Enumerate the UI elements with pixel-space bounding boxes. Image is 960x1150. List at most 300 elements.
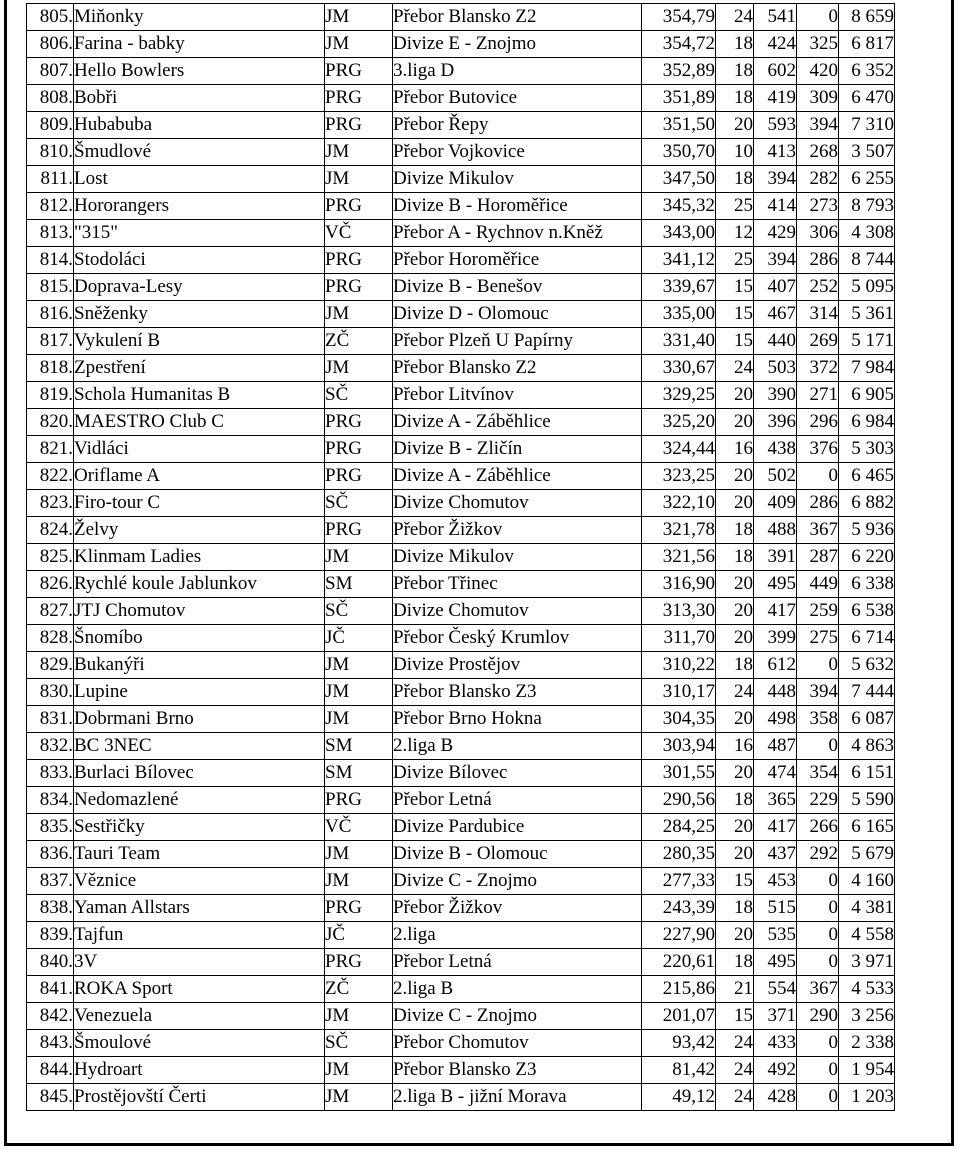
table-row	[27, 976, 895, 1003]
team-name-cell: Nedomazlené	[74, 787, 325, 814]
league-cell: Divize B - Horoměřice	[393, 193, 642, 220]
best-game-cell: 414	[754, 193, 797, 220]
team-name-cell: Zpestření	[74, 355, 325, 382]
best-game-cell: 602	[754, 58, 797, 85]
rank-cell: 809.	[27, 112, 74, 139]
team-name-cell: JTJ Chomutov	[74, 598, 325, 625]
total-cell: 5 095	[839, 274, 895, 301]
second-value-cell: 0	[797, 652, 839, 679]
league-cell: Divize B - Zličín	[393, 436, 642, 463]
rank-cell: 844.	[27, 1057, 74, 1084]
games-cell: 20	[716, 922, 754, 949]
team-name-cell: Bobři	[74, 85, 325, 112]
average-cell: 243,39	[642, 895, 716, 922]
region-cell: SM	[325, 571, 393, 598]
team-name-cell: Šmudlové	[74, 139, 325, 166]
rank-cell: 830.	[27, 679, 74, 706]
team-name-cell: 3V	[74, 949, 325, 976]
league-cell: Přebor Litvínov	[393, 382, 642, 409]
games-cell: 20	[716, 706, 754, 733]
table-row	[27, 382, 895, 409]
total-cell: 6 087	[839, 706, 895, 733]
average-cell: 220,61	[642, 949, 716, 976]
team-name-cell: Lupine	[74, 679, 325, 706]
total-cell: 4 381	[839, 895, 895, 922]
total-cell: 2 338	[839, 1030, 895, 1057]
second-value-cell: 269	[797, 328, 839, 355]
table-row	[27, 922, 895, 949]
region-cell: PRG	[325, 517, 393, 544]
best-game-cell: 453	[754, 868, 797, 895]
rank-cell: 818.	[27, 355, 74, 382]
league-cell: Divize B - Benešov	[393, 274, 642, 301]
best-game-cell: 394	[754, 247, 797, 274]
second-value-cell: 275	[797, 625, 839, 652]
team-name-cell: Šmoulové	[74, 1030, 325, 1057]
second-value-cell: 449	[797, 571, 839, 598]
total-cell: 7 444	[839, 679, 895, 706]
games-cell: 21	[716, 976, 754, 1003]
average-cell: 325,20	[642, 409, 716, 436]
team-name-cell: BC 3NEC	[74, 733, 325, 760]
average-cell: 313,30	[642, 598, 716, 625]
second-value-cell: 358	[797, 706, 839, 733]
games-cell: 18	[716, 31, 754, 58]
average-cell: 330,67	[642, 355, 716, 382]
average-cell: 304,35	[642, 706, 716, 733]
best-game-cell: 438	[754, 436, 797, 463]
team-name-cell: Miňonky	[74, 4, 325, 31]
best-game-cell: 502	[754, 463, 797, 490]
best-game-cell: 474	[754, 760, 797, 787]
league-cell: Přebor Vojkovice	[393, 139, 642, 166]
region-cell: JM	[325, 544, 393, 571]
table-row	[27, 31, 895, 58]
average-cell: 345,32	[642, 193, 716, 220]
league-cell: Divize B - Olomouc	[393, 841, 642, 868]
region-cell: VČ	[325, 814, 393, 841]
region-cell: PRG	[325, 112, 393, 139]
second-value-cell: 0	[797, 949, 839, 976]
games-cell: 15	[716, 1003, 754, 1030]
best-game-cell: 554	[754, 976, 797, 1003]
total-cell: 6 470	[839, 85, 895, 112]
best-game-cell: 467	[754, 301, 797, 328]
games-cell: 20	[716, 841, 754, 868]
team-name-cell: Hororangers	[74, 193, 325, 220]
table-row	[27, 814, 895, 841]
total-cell: 5 303	[839, 436, 895, 463]
games-cell: 15	[716, 328, 754, 355]
best-game-cell: 437	[754, 841, 797, 868]
region-cell: VČ	[325, 220, 393, 247]
rank-cell: 824.	[27, 517, 74, 544]
best-game-cell: 394	[754, 166, 797, 193]
table-row	[27, 706, 895, 733]
rank-cell: 817.	[27, 328, 74, 355]
total-cell: 8 793	[839, 193, 895, 220]
region-cell: SČ	[325, 382, 393, 409]
rank-cell: 814.	[27, 247, 74, 274]
average-cell: 350,70	[642, 139, 716, 166]
region-cell: PRG	[325, 58, 393, 85]
team-name-cell: Stodoláci	[74, 247, 325, 274]
rank-cell: 835.	[27, 814, 74, 841]
league-cell: Divize Prostějov	[393, 652, 642, 679]
average-cell: 215,86	[642, 976, 716, 1003]
rank-cell: 822.	[27, 463, 74, 490]
total-cell: 7 310	[839, 112, 895, 139]
table-row	[27, 436, 895, 463]
average-cell: 343,00	[642, 220, 716, 247]
league-cell: Divize Pardubice	[393, 814, 642, 841]
table-row	[27, 85, 895, 112]
average-cell: 351,50	[642, 112, 716, 139]
rank-cell: 833.	[27, 760, 74, 787]
second-value-cell: 367	[797, 517, 839, 544]
league-cell: Divize Chomutov	[393, 490, 642, 517]
rank-cell: 825.	[27, 544, 74, 571]
second-value-cell: 0	[797, 922, 839, 949]
team-name-cell: Dobrmani Brno	[74, 706, 325, 733]
region-cell: JM	[325, 139, 393, 166]
rank-cell: 811.	[27, 166, 74, 193]
best-game-cell: 433	[754, 1030, 797, 1057]
second-value-cell: 259	[797, 598, 839, 625]
best-game-cell: 535	[754, 922, 797, 949]
region-cell: JM	[325, 868, 393, 895]
best-game-cell: 440	[754, 328, 797, 355]
ranking-table-body	[27, 4, 895, 1111]
region-cell: ZČ	[325, 328, 393, 355]
table-row	[27, 4, 895, 31]
rank-cell: 813.	[27, 220, 74, 247]
team-name-cell: Šnomíbo	[74, 625, 325, 652]
games-cell: 18	[716, 787, 754, 814]
region-cell: ZČ	[325, 976, 393, 1003]
team-name-cell: Hello Bowlers	[74, 58, 325, 85]
second-value-cell: 271	[797, 382, 839, 409]
average-cell: 81,42	[642, 1057, 716, 1084]
rank-cell: 831.	[27, 706, 74, 733]
table-row	[27, 328, 895, 355]
rank-cell: 820.	[27, 409, 74, 436]
league-cell: Přebor Horoměřice	[393, 247, 642, 274]
total-cell: 1 203	[839, 1084, 895, 1111]
second-value-cell: 325	[797, 31, 839, 58]
best-game-cell: 448	[754, 679, 797, 706]
team-name-cell: Bukanýři	[74, 652, 325, 679]
average-cell: 93,42	[642, 1030, 716, 1057]
region-cell: JČ	[325, 625, 393, 652]
second-value-cell: 0	[797, 733, 839, 760]
average-cell: 323,25	[642, 463, 716, 490]
games-cell: 24	[716, 4, 754, 31]
total-cell: 5 361	[839, 301, 895, 328]
region-cell: JM	[325, 31, 393, 58]
second-value-cell: 252	[797, 274, 839, 301]
average-cell: 354,72	[642, 31, 716, 58]
games-cell: 18	[716, 85, 754, 112]
region-cell: JM	[325, 355, 393, 382]
region-cell: PRG	[325, 436, 393, 463]
average-cell: 351,89	[642, 85, 716, 112]
games-cell: 16	[716, 436, 754, 463]
table-row	[27, 760, 895, 787]
region-cell: JM	[325, 652, 393, 679]
second-value-cell: 367	[797, 976, 839, 1003]
league-cell: 3.liga D	[393, 58, 642, 85]
table-row	[27, 1057, 895, 1084]
second-value-cell: 314	[797, 301, 839, 328]
rank-cell: 810.	[27, 139, 74, 166]
region-cell: JM	[325, 841, 393, 868]
team-name-cell: Sněženky	[74, 301, 325, 328]
league-cell: Divize Mikulov	[393, 166, 642, 193]
average-cell: 301,55	[642, 760, 716, 787]
second-value-cell: 0	[797, 1057, 839, 1084]
region-cell: SM	[325, 760, 393, 787]
best-game-cell: 371	[754, 1003, 797, 1030]
table-row	[27, 544, 895, 571]
league-cell: 2.liga B	[393, 733, 642, 760]
second-value-cell: 286	[797, 490, 839, 517]
team-name-cell: Farina - babky	[74, 31, 325, 58]
total-cell: 5 632	[839, 652, 895, 679]
total-cell: 8 659	[839, 4, 895, 31]
best-game-cell: 399	[754, 625, 797, 652]
best-game-cell: 495	[754, 571, 797, 598]
table-row	[27, 220, 895, 247]
region-cell: JM	[325, 1084, 393, 1111]
league-cell: Přebor Český Krumlov	[393, 625, 642, 652]
team-name-cell: Sestřičky	[74, 814, 325, 841]
second-value-cell: 306	[797, 220, 839, 247]
total-cell: 8 744	[839, 247, 895, 274]
total-cell: 5 590	[839, 787, 895, 814]
league-cell: Přebor Žižkov	[393, 895, 642, 922]
rank-cell: 828.	[27, 625, 74, 652]
table-row	[27, 652, 895, 679]
team-name-cell: MAESTRO Club C	[74, 409, 325, 436]
league-cell: 2.liga B	[393, 976, 642, 1003]
second-value-cell: 287	[797, 544, 839, 571]
total-cell: 6 817	[839, 31, 895, 58]
total-cell: 6 220	[839, 544, 895, 571]
team-name-cell: Tajfun	[74, 922, 325, 949]
league-cell: Přebor A - Rychnov n.Kněž	[393, 220, 642, 247]
best-game-cell: 365	[754, 787, 797, 814]
second-value-cell: 229	[797, 787, 839, 814]
league-cell: Divize Mikulov	[393, 544, 642, 571]
best-game-cell: 487	[754, 733, 797, 760]
games-cell: 18	[716, 58, 754, 85]
games-cell: 18	[716, 544, 754, 571]
best-game-cell: 409	[754, 490, 797, 517]
total-cell: 7 984	[839, 355, 895, 382]
rank-cell: 812.	[27, 193, 74, 220]
table-row	[27, 895, 895, 922]
table-row	[27, 166, 895, 193]
second-value-cell: 290	[797, 1003, 839, 1030]
best-game-cell: 396	[754, 409, 797, 436]
team-name-cell: Vykulení B	[74, 328, 325, 355]
rank-cell: 845.	[27, 1084, 74, 1111]
best-game-cell: 424	[754, 31, 797, 58]
table-row	[27, 733, 895, 760]
rank-cell: 823.	[27, 490, 74, 517]
games-cell: 25	[716, 193, 754, 220]
games-cell: 20	[716, 571, 754, 598]
table-row	[27, 787, 895, 814]
games-cell: 15	[716, 868, 754, 895]
average-cell: 329,25	[642, 382, 716, 409]
team-ranking-table	[26, 3, 895, 1111]
best-game-cell: 407	[754, 274, 797, 301]
average-cell: 290,56	[642, 787, 716, 814]
region-cell: JM	[325, 679, 393, 706]
average-cell: 321,56	[642, 544, 716, 571]
table-row	[27, 112, 895, 139]
team-name-cell: Firo-tour C	[74, 490, 325, 517]
team-name-cell: Oriflame A	[74, 463, 325, 490]
table-row	[27, 1084, 895, 1111]
table-row	[27, 625, 895, 652]
second-value-cell: 0	[797, 4, 839, 31]
table-row	[27, 139, 895, 166]
total-cell: 6 714	[839, 625, 895, 652]
average-cell: 324,44	[642, 436, 716, 463]
region-cell: JM	[325, 301, 393, 328]
team-name-cell: ROKA Sport	[74, 976, 325, 1003]
league-cell: Přebor Brno Hokna	[393, 706, 642, 733]
average-cell: 310,22	[642, 652, 716, 679]
games-cell: 16	[716, 733, 754, 760]
average-cell: 277,33	[642, 868, 716, 895]
table-row	[27, 841, 895, 868]
best-game-cell: 612	[754, 652, 797, 679]
games-cell: 24	[716, 355, 754, 382]
second-value-cell: 266	[797, 814, 839, 841]
table-row	[27, 490, 895, 517]
best-game-cell: 428	[754, 1084, 797, 1111]
total-cell: 4 533	[839, 976, 895, 1003]
league-cell: 2.liga	[393, 922, 642, 949]
rank-cell: 829.	[27, 652, 74, 679]
total-cell: 6 352	[839, 58, 895, 85]
team-name-cell: Hydroart	[74, 1057, 325, 1084]
best-game-cell: 488	[754, 517, 797, 544]
best-game-cell: 593	[754, 112, 797, 139]
region-cell: PRG	[325, 949, 393, 976]
region-cell: JM	[325, 166, 393, 193]
best-game-cell: 429	[754, 220, 797, 247]
rank-cell: 832.	[27, 733, 74, 760]
games-cell: 20	[716, 760, 754, 787]
region-cell: PRG	[325, 409, 393, 436]
rank-cell: 815.	[27, 274, 74, 301]
team-name-cell: Doprava-Lesy	[74, 274, 325, 301]
games-cell: 15	[716, 301, 754, 328]
rank-cell: 839.	[27, 922, 74, 949]
games-cell: 15	[716, 274, 754, 301]
total-cell: 5 171	[839, 328, 895, 355]
team-name-cell: Hubabuba	[74, 112, 325, 139]
league-cell: Přebor Blansko Z2	[393, 4, 642, 31]
rank-cell: 805.	[27, 4, 74, 31]
region-cell: JM	[325, 1057, 393, 1084]
team-name-cell: Vidláci	[74, 436, 325, 463]
region-cell: PRG	[325, 193, 393, 220]
table-row	[27, 1003, 895, 1030]
total-cell: 3 971	[839, 949, 895, 976]
best-game-cell: 391	[754, 544, 797, 571]
average-cell: 227,90	[642, 922, 716, 949]
best-game-cell: 390	[754, 382, 797, 409]
games-cell: 20	[716, 490, 754, 517]
rank-cell: 807.	[27, 58, 74, 85]
rank-cell: 838.	[27, 895, 74, 922]
average-cell: 316,90	[642, 571, 716, 598]
total-cell: 6 465	[839, 463, 895, 490]
region-cell: PRG	[325, 463, 393, 490]
total-cell: 6 151	[839, 760, 895, 787]
best-game-cell: 419	[754, 85, 797, 112]
total-cell: 6 905	[839, 382, 895, 409]
region-cell: PRG	[325, 895, 393, 922]
games-cell: 20	[716, 463, 754, 490]
league-cell: Divize E - Znojmo	[393, 31, 642, 58]
second-value-cell: 372	[797, 355, 839, 382]
games-cell: 20	[716, 598, 754, 625]
second-value-cell: 296	[797, 409, 839, 436]
games-cell: 18	[716, 949, 754, 976]
average-cell: 310,17	[642, 679, 716, 706]
region-cell: PRG	[325, 787, 393, 814]
average-cell: 341,12	[642, 247, 716, 274]
best-game-cell: 495	[754, 949, 797, 976]
table-row	[27, 301, 895, 328]
total-cell: 5 936	[839, 517, 895, 544]
region-cell: JM	[325, 1003, 393, 1030]
region-cell: JM	[325, 706, 393, 733]
team-name-cell: Klinmam Ladies	[74, 544, 325, 571]
rank-cell: 836.	[27, 841, 74, 868]
team-name-cell: Rychlé koule Jablunkov	[74, 571, 325, 598]
games-cell: 12	[716, 220, 754, 247]
region-cell: SČ	[325, 1030, 393, 1057]
average-cell: 339,67	[642, 274, 716, 301]
games-cell: 24	[716, 1057, 754, 1084]
best-game-cell: 503	[754, 355, 797, 382]
rank-cell: 837.	[27, 868, 74, 895]
league-cell: Divize D - Olomouc	[393, 301, 642, 328]
league-cell: Přebor Blansko Z3	[393, 1057, 642, 1084]
team-name-cell: "315"	[74, 220, 325, 247]
team-name-cell: Věznice	[74, 868, 325, 895]
total-cell: 6 984	[839, 409, 895, 436]
best-game-cell: 417	[754, 598, 797, 625]
average-cell: 303,94	[642, 733, 716, 760]
rank-cell: 806.	[27, 31, 74, 58]
second-value-cell: 0	[797, 1084, 839, 1111]
team-name-cell: Lost	[74, 166, 325, 193]
table-row	[27, 679, 895, 706]
average-cell: 331,40	[642, 328, 716, 355]
league-cell: Divize C - Znojmo	[393, 868, 642, 895]
games-cell: 18	[716, 517, 754, 544]
games-cell: 20	[716, 814, 754, 841]
